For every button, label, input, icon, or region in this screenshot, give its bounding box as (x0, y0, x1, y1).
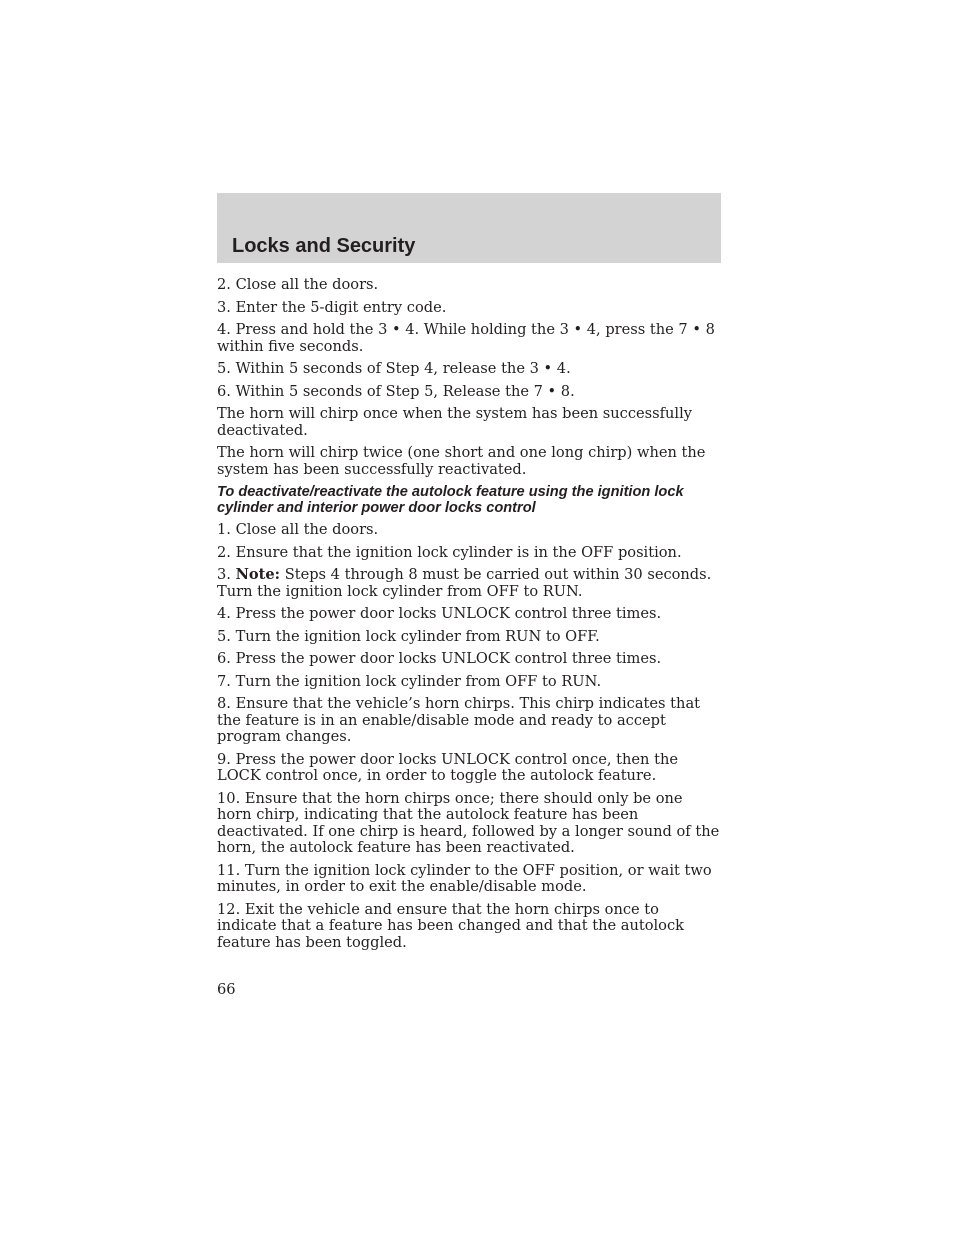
step-b-5: 5. Turn the ignition lock cylinder from RUN to OFF. (217, 627, 600, 645)
step-b-9: 9. Press the power door locks UNLOCK control once, then the LOCK control once, in order to toggle the autolock feature. (217, 750, 678, 784)
page-number: 66 (217, 981, 236, 998)
step-4: 4. Press and hold the 3 • 4. While holding the 3 • 4, press the 7 • 8 within five seconds. (217, 321, 715, 355)
step-b-11: 11. Turn the ignition lock cylinder to the OFF position, or wait two minutes, in order to exit the enable/disable mode. (217, 861, 712, 895)
step-5: 5. Within 5 seconds of Step 4, release the 3 • 4. (217, 360, 571, 377)
step-b-3-text: Steps 4 through 8 must be carried out within 30 seconds. Turn the ignition lock cylinder from OFF to RUN. (217, 566, 712, 600)
step-b-3 (217, 567, 721, 600)
note-label: Note: (235, 566, 281, 583)
step-b-10: 10. Ensure that the horn chirps once; there should only be one horn chirp, indicating that the autolock feature has been deactivated. If one chirp is heard, followed by a longer sound of the horn, the autolock feature has been reactivated. (217, 789, 720, 856)
subheading: To deactivate/reactivate the autolock feature using the ignition lock cylinder and interior power door locks control (217, 484, 684, 516)
section-header (217, 193, 721, 263)
step-b-2: 2. Ensure that the ignition lock cylinder is in the OFF position. (217, 543, 682, 561)
page-content (217, 277, 721, 957)
step-b-7: 7. Turn the ignition lock cylinder from OFF to RUN. (217, 672, 602, 690)
step-3: 3. Enter the 5-digit entry code. (217, 298, 447, 316)
step-b-12: 12. Exit the vehicle and ensure that the horn chirps once to indicate that a feature has been changed and that the autolock feature has been toggled. (217, 900, 684, 951)
step-6: 6. Within 5 seconds of Step 5, Release the 7 • 8. (217, 382, 575, 400)
step-2: 2. Close all the doors. (217, 276, 379, 293)
step-b-4: 4. Press the power door locks UNLOCK control three times. (217, 605, 662, 622)
paragraph-deactivated: The horn will chirp once when the system has been successfully deactivated. (217, 405, 692, 439)
step-b-1: 1. Close all the doors. (217, 521, 379, 538)
step-b-8: 8. Ensure that the vehicle’s horn chirps. This chirp indicates that the feature is in an enable/disable mode and ready to accept program changes. (217, 695, 701, 745)
section-title: Locks and Security (232, 235, 416, 257)
step-b-6: 6. Press the power door locks UNLOCK control three times. (217, 650, 662, 667)
step-b-3-prefix: 3. (217, 566, 236, 583)
paragraph-reactivated: The horn will chirp twice (one short and one long chirp) when the system has been successfully reactivated. (217, 444, 706, 478)
